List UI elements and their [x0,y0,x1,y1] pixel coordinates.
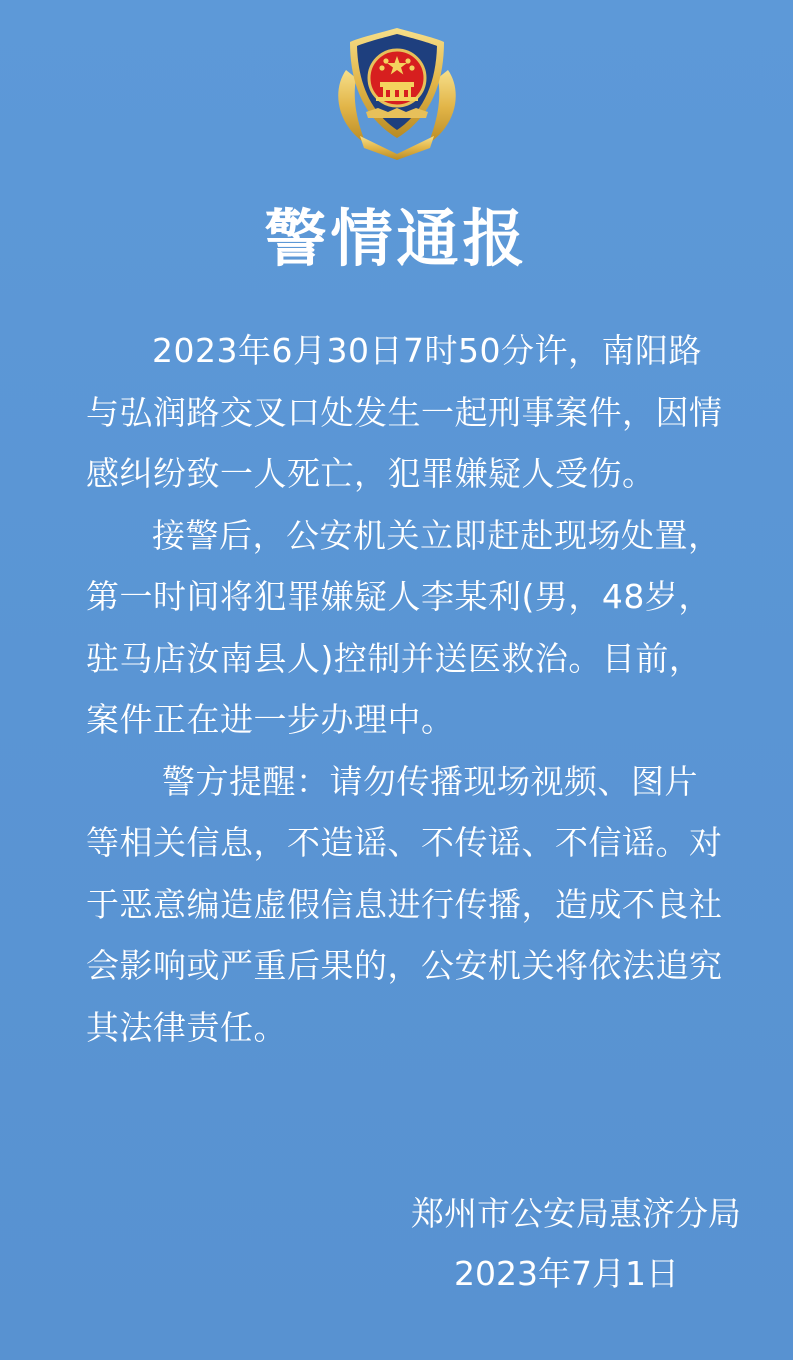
paragraph-incident: 2023年6月30日7时50分许，南阳路与弘润路交叉口处发生一起刑事案件，因情感纠纷致一人死亡，犯罪嫌疑人受伤。 [86,331,723,493]
issue-date: 2023年7月1日 [454,1254,679,1293]
notice-body [86,320,726,1058]
police-emblem-icon [326,24,468,160]
paragraph-response: 接警后，公安机关立即赶赴现场处置，第一时间将犯罪嫌疑人李某利(男，48岁，驻马店汝南县人)控制并送医救治。目前，案件正在进一步办理中。 [86,515,722,739]
issuing-organization: 郑州市公安局惠济分局 [411,1194,741,1233]
paragraph-reminder: 警方提醒：请勿传播现场视频、图片等相关信息，不造谣、不传谣、不信谣。对于恶意编造虚假信息进行传播，造成不良社会影响或严重后果的，公安机关将依法追究其法律责任。 [86,761,723,1047]
signature-block [321,1184,741,1304]
page-title: 警情通报 [264,202,529,275]
